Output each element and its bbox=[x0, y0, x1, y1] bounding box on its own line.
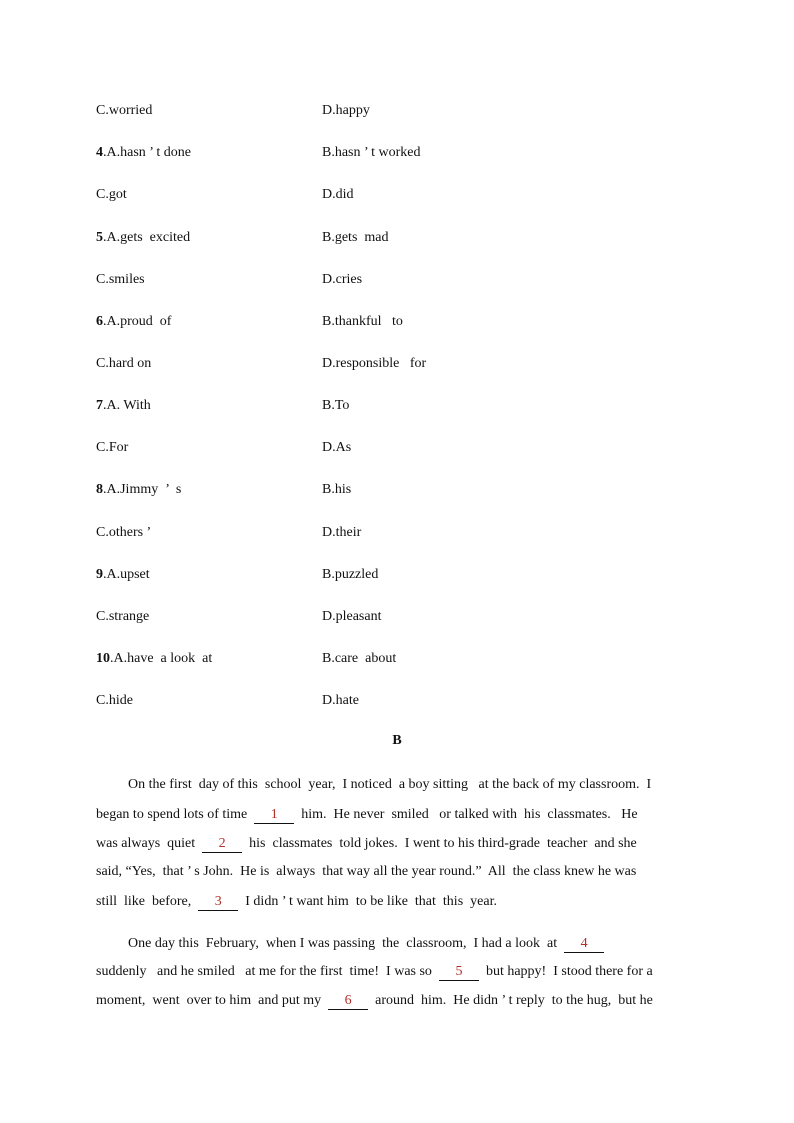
passage-line: One day this February, when I was passing the classroom, I had a look at 4 bbox=[128, 935, 604, 957]
option-row bbox=[0, 314, 794, 336]
option-right: D.responsible for bbox=[322, 356, 427, 371]
option-right: B.gets mad bbox=[322, 230, 389, 245]
blank-1[interactable]: 1 bbox=[254, 806, 294, 824]
option-right: B.care about bbox=[322, 651, 397, 666]
passage-line: moment, went over to him and put my 6 around him. He didn ’ t reply to the hug, but he bbox=[96, 993, 653, 1008]
option-row bbox=[0, 525, 794, 547]
option-row bbox=[0, 609, 794, 631]
section-heading: B bbox=[392, 733, 402, 748]
option-row bbox=[0, 103, 794, 125]
passage-line: suddenly and he smiled at me for the first time! I was so 5 but happy! I stood there for a bbox=[96, 964, 653, 979]
option-left: C.hard on bbox=[96, 356, 152, 371]
option-left: 10.A.have a look at bbox=[96, 651, 213, 666]
option-right: D.As bbox=[322, 440, 352, 455]
option-row bbox=[0, 356, 794, 378]
option-right: B.his bbox=[322, 482, 352, 497]
option-left: 6.A.proud of bbox=[96, 314, 172, 329]
option-row bbox=[0, 482, 794, 504]
option-left: C.strange bbox=[96, 609, 150, 624]
option-right: D.did bbox=[322, 187, 354, 202]
option-left: 9.A.upset bbox=[96, 567, 150, 582]
option-left: 7.A. With bbox=[96, 398, 151, 413]
option-right: D.pleasant bbox=[322, 609, 382, 624]
option-row bbox=[0, 187, 794, 209]
passage-line: said, “Yes, that ’ s John. He is always that way all the year round.” All the class knew he was bbox=[96, 864, 637, 879]
option-left: C.others ’ bbox=[96, 525, 152, 540]
option-right: B.puzzled bbox=[322, 567, 379, 582]
passage-line: On the first day of this school year, I noticed a boy sitting at the back of my classroom. I bbox=[128, 777, 652, 792]
option-right: B.To bbox=[322, 398, 350, 413]
option-left: C.For bbox=[96, 440, 129, 455]
option-row bbox=[0, 440, 794, 462]
option-right: D.happy bbox=[322, 103, 370, 118]
option-row bbox=[0, 693, 794, 715]
option-row bbox=[0, 272, 794, 294]
blank-6[interactable]: 6 bbox=[328, 992, 368, 1010]
blank-4[interactable]: 4 bbox=[564, 935, 604, 953]
passage-line: still like before, 3 I didn ’ t want him to be like that this year. bbox=[96, 894, 497, 909]
option-row bbox=[0, 651, 794, 673]
option-right: B.hasn ’ t worked bbox=[322, 145, 421, 160]
option-row bbox=[0, 567, 794, 589]
option-left: 4.A.hasn ’ t done bbox=[96, 145, 191, 160]
option-left: 8.A.Jimmy ’ s bbox=[96, 482, 182, 497]
option-row bbox=[0, 230, 794, 252]
option-row bbox=[0, 145, 794, 167]
blank-2[interactable]: 2 bbox=[202, 835, 242, 853]
option-row bbox=[0, 398, 794, 420]
option-left: 5.A.gets excited bbox=[96, 230, 191, 245]
option-left: C.hide bbox=[96, 693, 133, 708]
option-left: C.smiles bbox=[96, 272, 145, 287]
option-right: D.their bbox=[322, 525, 362, 540]
blank-5[interactable]: 5 bbox=[439, 963, 479, 981]
passage-line: began to spend lots of time 1 him. He never smiled or talked with his classmates. He bbox=[96, 807, 638, 822]
option-right: D.hate bbox=[322, 693, 359, 708]
option-left: C.worried bbox=[96, 103, 153, 118]
blank-3[interactable]: 3 bbox=[198, 893, 238, 911]
option-right: D.cries bbox=[322, 272, 363, 287]
option-left: C.got bbox=[96, 187, 127, 202]
option-right: B.thankful to bbox=[322, 314, 403, 329]
passage-line: was always quiet 2 his classmates told jokes. I went to his third-grade teacher and she bbox=[96, 836, 637, 851]
